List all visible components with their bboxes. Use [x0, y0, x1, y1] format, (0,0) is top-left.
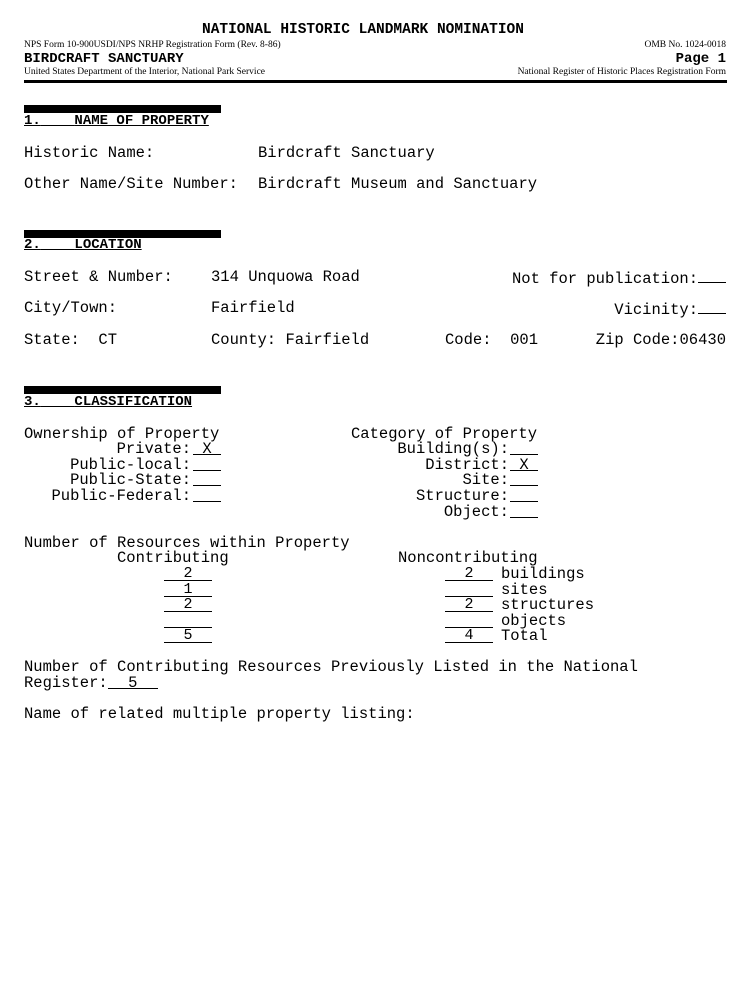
previously-listed-label: Number of Contributing Resources Previously Listed in the National [24, 658, 638, 676]
property-name-header: BIRDCRAFT SANCTUARY [24, 51, 184, 67]
contributing-structures: 2 [164, 597, 212, 612]
form-title: NATIONAL HISTORIC LANDMARK NOMINATION [202, 22, 524, 38]
vicinity: Vicinity: [614, 300, 726, 318]
noncontributing-structures: 2 [445, 597, 493, 612]
noncontributing-heading: Noncontributing [398, 549, 538, 567]
street-value: 314 Unquowa Road [211, 268, 360, 286]
ownership-public-state-label: Public-State: [70, 471, 191, 489]
noncontributing-buildings: 2 [445, 566, 493, 581]
noncontributing-total: 4 [445, 628, 493, 643]
previously-listed-value: 5 [108, 675, 158, 689]
resources-heading: Number of Resources within Property [24, 534, 350, 552]
omb-number: OMB No. 1024-0018 [644, 40, 726, 50]
form-id: NPS Form 10-900USDI/NPS NRHP Registration Form (Rev. 8-86) [24, 40, 281, 50]
section-3-bar [24, 386, 221, 394]
category-buildings-label: Building(s): [397, 440, 509, 458]
ownership-heading: Ownership of Property [24, 425, 220, 443]
category-district-value: X [510, 457, 538, 471]
contributing-sites: 1 [164, 582, 212, 597]
category-site-label: Site: [462, 471, 509, 489]
ownership-private-value: X [193, 441, 221, 455]
ownership-public-federal-value [193, 488, 221, 502]
category-heading: Category of Property [351, 425, 538, 443]
not-for-publication: Not for publication: [512, 269, 726, 287]
zip-code: Zip Code:06430 [595, 331, 726, 349]
category-site-value [510, 472, 538, 486]
contributing-heading: Contributing [117, 549, 229, 567]
register-line: National Register of Historic Places Registration Form [517, 67, 726, 77]
city-label: City/Town: [24, 299, 118, 317]
contributing-total: 5 [164, 628, 212, 643]
related-listing-label: Name of related multiple property listing: [24, 705, 415, 723]
type-objects: objects [501, 612, 567, 630]
code: Code: 001 [445, 331, 539, 349]
section-1-heading: 1. NAME OF PROPERTY [24, 113, 209, 129]
type-sites: sites [501, 581, 548, 599]
state: State: CT [24, 331, 118, 349]
page-number: Page 1 [675, 51, 726, 67]
header-rule [24, 80, 727, 83]
historic-name-value: Birdcraft Sanctuary [258, 144, 435, 162]
other-name-label: Other Name/Site Number: [24, 175, 238, 193]
type-buildings: buildings [501, 565, 585, 583]
noncontributing-objects [445, 613, 493, 628]
category-structure-label: Structure: [415, 487, 509, 505]
historic-name-label: Historic Name: [24, 144, 155, 162]
section-2-heading: 2. LOCATION [24, 237, 142, 253]
ownership-public-federal-label: Public-Federal: [51, 487, 191, 505]
department-line: United States Department of the Interior, National Park Service [24, 67, 266, 77]
ownership-public-local-value [193, 457, 221, 471]
county: County: Fairfield [211, 331, 370, 349]
other-name-value: Birdcraft Museum and Sanctuary [258, 175, 538, 193]
street-label: Street & Number: [24, 268, 173, 286]
type-total: Total [501, 627, 548, 645]
category-district-label: District: [425, 456, 509, 474]
category-structure-value [510, 488, 538, 502]
category-object-label: Object: [443, 503, 509, 521]
contributing-objects [164, 613, 212, 628]
category-object-value [510, 504, 538, 518]
ownership-public-local-label: Public-local: [70, 456, 191, 474]
previously-listed-register: Register: 5 [24, 675, 158, 691]
section-1-bar [24, 105, 221, 113]
ownership-public-state-value [193, 472, 221, 486]
type-structures: structures [501, 596, 595, 614]
category-buildings-value [510, 441, 538, 455]
section-3-heading: 3. CLASSIFICATION [24, 394, 193, 410]
city-value: Fairfield [211, 299, 295, 317]
contributing-buildings: 2 [164, 566, 212, 581]
ownership-private-label: Private: [116, 440, 191, 458]
noncontributing-sites [445, 582, 493, 597]
